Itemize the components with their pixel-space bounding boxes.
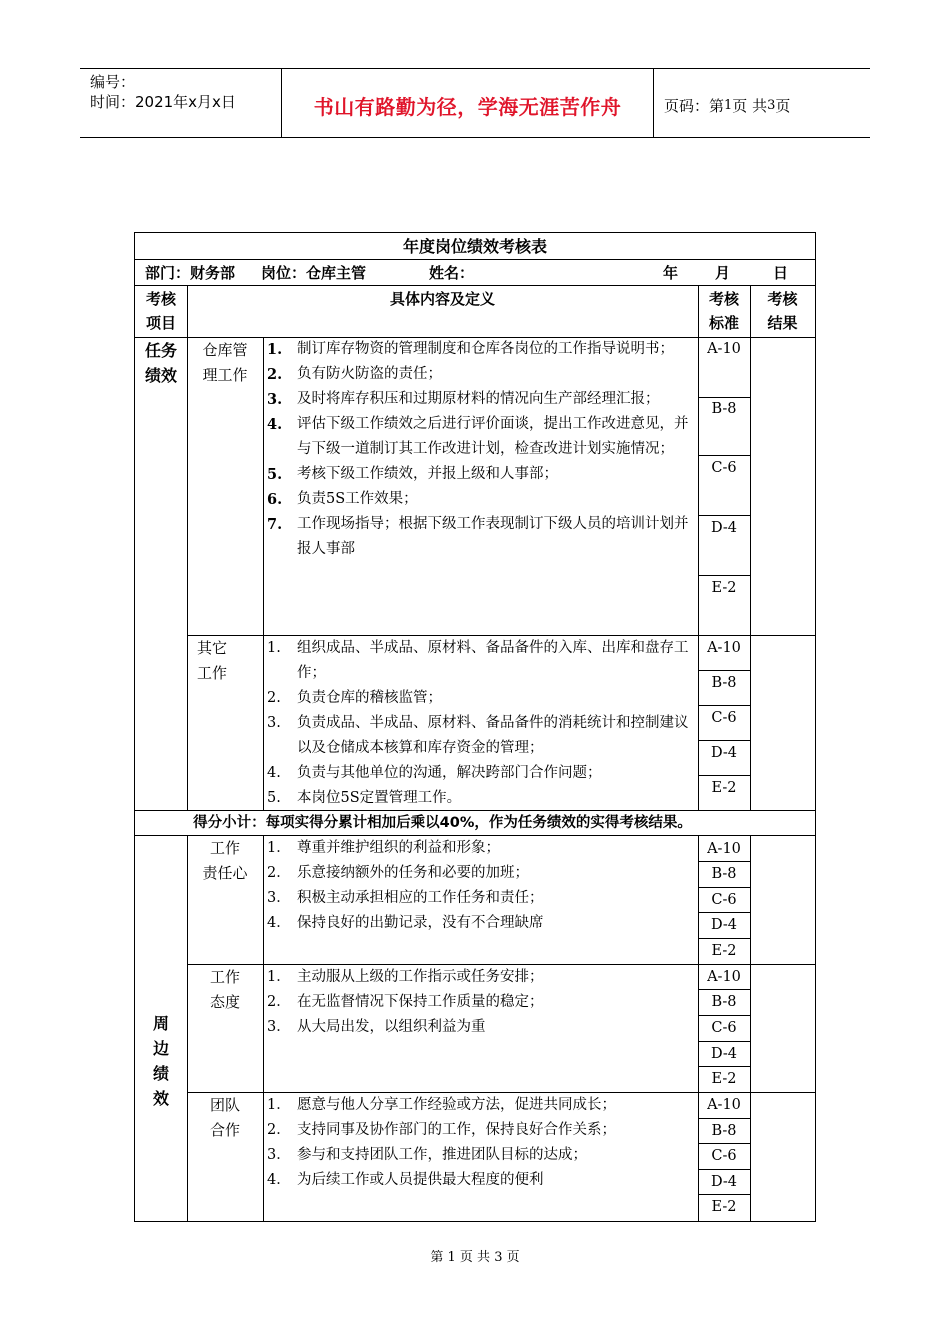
grade-rule xyxy=(698,1066,750,1067)
responsibility-label-line1: 工作 xyxy=(209,839,240,857)
list-item: 3． 积极主动承担相应的工作任务和责任； xyxy=(267,890,544,906)
grade-b: B-8 xyxy=(711,1123,737,1139)
table-rule xyxy=(187,835,188,1221)
col-item-header xyxy=(135,287,187,335)
page-current: 1 xyxy=(724,97,733,113)
grade-rule xyxy=(698,775,750,776)
list-item: 2. 负责仓库的稽核监管； xyxy=(267,690,442,706)
position-field: 岗位：仓库主管 xyxy=(261,264,367,282)
list-item: 1． 主动服从上级的工作指示或任务安排； xyxy=(267,969,544,985)
attitude-label-line2: 态度 xyxy=(209,993,240,1011)
col-standard-line1: 考核 xyxy=(708,290,739,308)
grade-rule xyxy=(698,1041,750,1042)
header-motto-cell xyxy=(282,69,654,137)
grade-e: E-2 xyxy=(711,780,737,796)
grade-c: C-6 xyxy=(711,1020,737,1036)
footer-suffix: 页 xyxy=(506,1250,520,1265)
grade-b: B-8 xyxy=(711,866,737,882)
task-label-line1: 任务 xyxy=(144,341,177,360)
list-item: 1. 制订库存物资的管理制度和仓库各岗位的工作指导说明书； xyxy=(267,341,674,358)
peripheral-label-char: 绩 xyxy=(152,1064,169,1083)
list-item: 3． 参与和支持团队工作，推进团队目标的达成； xyxy=(267,1147,587,1163)
grade-rule xyxy=(698,938,750,939)
appraisal-table xyxy=(134,232,816,1222)
list-item: 3. 及时将库存积压和过期原材料的情况向生产部经理汇报； xyxy=(267,391,660,408)
table-rule xyxy=(263,835,264,1221)
grade-b: B-8 xyxy=(711,994,737,1010)
grade-rule xyxy=(698,1143,750,1144)
grade-c: C-6 xyxy=(711,1148,737,1164)
attitude-label xyxy=(187,965,263,1015)
grade-a: A-10 xyxy=(707,640,741,656)
grade-rule xyxy=(698,515,750,516)
list-item: 2． 支持同事及协作部门的工作，保持良好合作关系； xyxy=(267,1122,616,1138)
list-item: 7. 工作现场指导；根据下级工作表现制订下级人员的培训计划并报人事部 xyxy=(267,516,689,557)
col-result-line1: 考核 xyxy=(767,290,798,308)
footer-prefix: 第 xyxy=(430,1250,444,1265)
col-content-header: 具体内容及定义 xyxy=(389,290,495,308)
warehouse-items xyxy=(265,337,698,562)
grade-rule xyxy=(698,887,750,888)
col-standard-line2: 标准 xyxy=(708,314,739,332)
other-work-label xyxy=(187,636,237,686)
col-result-line2: 结果 xyxy=(767,314,798,332)
grade-c: C-6 xyxy=(711,460,737,476)
responsibility-label-line2: 责任心 xyxy=(202,864,248,882)
grade-rule xyxy=(698,670,750,671)
list-item: 1. 组织成品、半成品、原材料、备品备件的入库、出库和盘存工作； xyxy=(267,640,689,681)
grade-rule xyxy=(698,912,750,913)
time-label: 时间：2021年x月x日 xyxy=(90,93,236,111)
page-suffix: 页 xyxy=(775,96,791,115)
col-item-line2: 项目 xyxy=(145,314,176,332)
task-label-line2: 绩效 xyxy=(144,366,177,385)
year-field: 年 xyxy=(663,264,679,282)
grade-a: A-10 xyxy=(707,841,741,857)
grade-rule xyxy=(698,861,750,862)
peripheral-label-char: 周 xyxy=(152,1014,169,1033)
grade-b: B-8 xyxy=(711,675,737,691)
motto-text: 书山有路勤为径，学海无涯苦作舟 xyxy=(313,94,622,119)
other-items xyxy=(265,636,698,811)
table-rule xyxy=(750,285,751,810)
list-item: 2． 在无监督情况下保持工作质量的稳定； xyxy=(267,994,544,1010)
page-prefix: 页码：第 xyxy=(664,96,725,115)
grade-e: E-2 xyxy=(711,1071,737,1087)
table-rule xyxy=(135,259,815,260)
list-item: 4. 评估下级工作绩效之后进行评价面谈，提出工作改进意见，并与下级一道制订其工作改进计划，检查改进计划实施情况； xyxy=(267,416,689,457)
grade-c: C-6 xyxy=(711,710,737,726)
page-mid: 页 共 xyxy=(732,96,768,115)
grade-d: D-4 xyxy=(710,917,738,933)
grade-rule xyxy=(698,1118,750,1119)
task-subtotal-note: 得分小计：每项实得分累计相加后乘以40%，作为任务绩效的实得考核结果。 xyxy=(193,815,692,831)
list-item: 3． 从大局出发，以组织利益为重 xyxy=(267,1019,486,1035)
grade-d: D-4 xyxy=(710,1174,738,1190)
footer-current: 1 xyxy=(447,1250,456,1265)
day-field: 日 xyxy=(773,264,789,282)
teamwork-label-line2: 合作 xyxy=(209,1121,240,1139)
col-standard-header xyxy=(698,287,750,335)
teamwork-label xyxy=(187,1093,263,1143)
warehouse-label-line2: 理工作 xyxy=(202,366,248,384)
form-title: 年度岗位绩效考核表 xyxy=(402,237,547,256)
grade-rule xyxy=(698,1015,750,1016)
grade-rule xyxy=(698,705,750,706)
grade-d: D-4 xyxy=(710,1046,738,1062)
peripheral-label-char: 效 xyxy=(152,1089,169,1108)
grade-d: D-4 xyxy=(710,745,738,761)
page-header xyxy=(80,68,870,138)
list-item: 4. 负责与其他单位的沟通，解决跨部门合作问题； xyxy=(267,765,602,781)
list-item: 2． 乐意接纳额外的任务和必要的加班； xyxy=(267,865,529,881)
task-performance-label xyxy=(135,338,187,388)
grade-a: A-10 xyxy=(707,1097,741,1113)
responsibility-label xyxy=(187,836,263,886)
responsibility-items xyxy=(265,836,698,936)
list-item: 5. 考核下级工作绩效，并报上级和人事部； xyxy=(267,466,558,483)
grade-a: A-10 xyxy=(707,341,741,357)
header-meta-cell xyxy=(80,69,282,137)
peripheral-label-char: 边 xyxy=(152,1039,169,1058)
other-label-line1: 其它 xyxy=(196,639,227,657)
footer-mid: 页 共 xyxy=(459,1250,491,1265)
attitude-label-line1: 工作 xyxy=(209,968,240,986)
list-item: 5. 本岗位5S定置管理工作。 xyxy=(267,790,462,806)
grade-rule xyxy=(698,575,750,576)
other-label-line2: 工作 xyxy=(196,664,227,682)
list-item: 3. 负责成品、半成品、原材料、备品备件的消耗统计和控制建议以及仓储成本核算和库存资金的管理； xyxy=(267,715,689,756)
grade-e: E-2 xyxy=(711,580,737,596)
table-rule xyxy=(698,285,699,810)
grade-rule xyxy=(698,740,750,741)
grade-rule xyxy=(698,1194,750,1195)
grade-rule xyxy=(698,455,750,456)
page-total: 3 xyxy=(767,97,776,113)
grade-rule xyxy=(698,397,750,398)
footer-total: 3 xyxy=(494,1250,503,1265)
table-rule xyxy=(750,835,751,1221)
attitude-items xyxy=(265,965,698,1040)
col-result-header xyxy=(750,287,815,335)
list-item: 1． 尊重并维护组织的利益和形象； xyxy=(267,840,500,856)
grade-rule xyxy=(698,989,750,990)
grade-b: B-8 xyxy=(711,401,737,417)
list-item: 4． 保持良好的出勤记录，没有不合理缺席 xyxy=(267,915,544,931)
grade-e: E-2 xyxy=(711,1199,737,1215)
grade-e: E-2 xyxy=(711,943,737,959)
name-field: 姓名： xyxy=(429,264,475,282)
page-footer xyxy=(0,1246,950,1265)
month-field: 月 xyxy=(715,264,731,282)
list-item: 2. 负有防火防盗的责任； xyxy=(267,366,442,383)
list-item: 4． 为后续工作或人员提供最大程度的便利 xyxy=(267,1172,544,1188)
list-item: 1． 愿意与他人分享工作经验或方法，促进共同成长； xyxy=(267,1097,616,1113)
grade-d: D-4 xyxy=(710,520,738,536)
table-rule xyxy=(135,285,815,286)
warehouse-work-label xyxy=(187,338,263,388)
code-label: 编号： xyxy=(90,73,136,91)
header-page-cell xyxy=(654,69,870,137)
teamwork-label-line1: 团队 xyxy=(209,1096,240,1114)
dept-field: 部门：财务部 xyxy=(145,264,236,282)
table-rule xyxy=(263,337,264,810)
grade-c: C-6 xyxy=(711,892,737,908)
grade-rule xyxy=(698,1169,750,1170)
grade-a: A-10 xyxy=(707,969,741,985)
teamwork-items xyxy=(265,1093,698,1193)
peripheral-performance-label xyxy=(135,1011,187,1111)
list-item: 6. 负责5S工作效果； xyxy=(267,491,418,508)
col-item-line1: 考核 xyxy=(145,290,176,308)
warehouse-label-line1: 仓库管 xyxy=(202,341,248,359)
